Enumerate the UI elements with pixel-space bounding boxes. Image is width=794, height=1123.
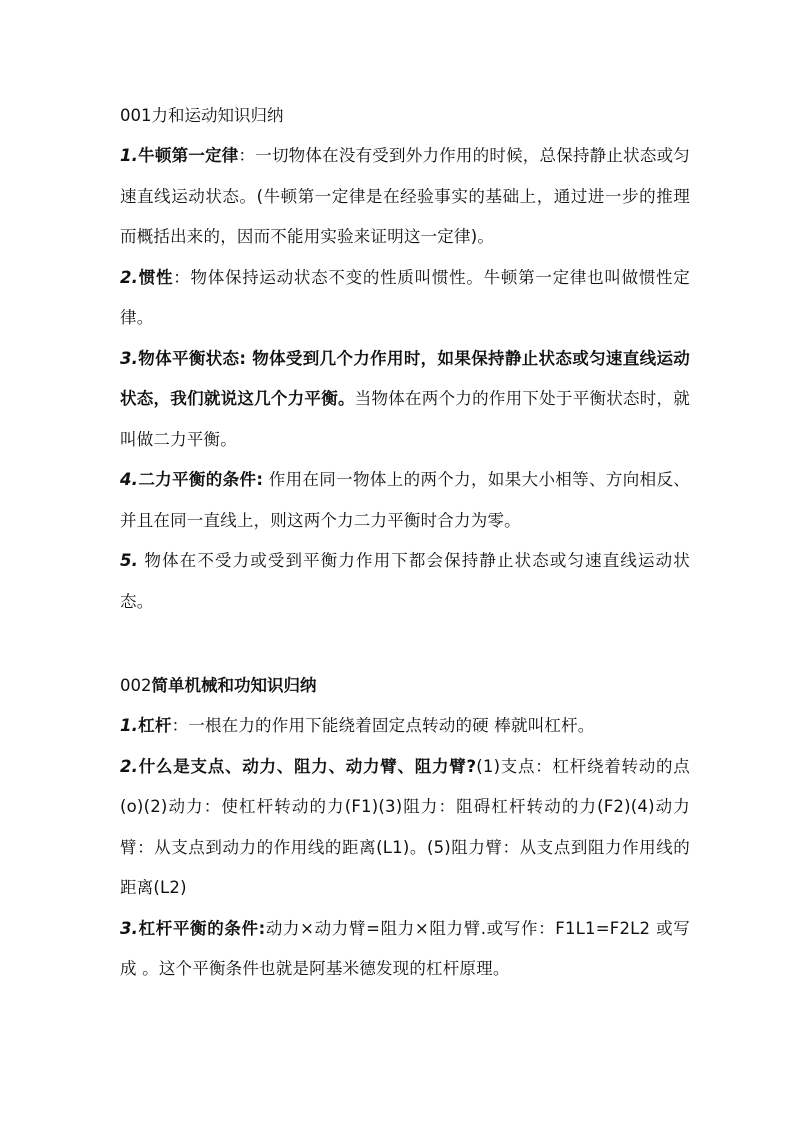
section-1-heading: 力和运动知识归纳	[151, 106, 284, 125]
s1-item-5	[120, 541, 690, 622]
s2-item-3-number: 3.	[120, 918, 139, 938]
document-page	[120, 96, 690, 990]
s1-item-1-term: 牛顿第一定律	[138, 146, 239, 165]
s1-item-2-body: ：物体保持运动状态不变的性质叫惯性。牛顿第一定律也叫做惯性定律。	[120, 267, 691, 327]
s2-item-1-body: ：一根在力的作用下能绕着固定点转动的硬 棒就叫杠杆。	[171, 716, 595, 735]
s2-item-1-number: 1.	[120, 716, 139, 735]
s2-item-1-term: 杠杆	[138, 716, 172, 735]
s1-item-2-term: 惯性	[138, 267, 174, 287]
s1-item-3-body: 当物体在两个力的作用下处于平衡状态时，就叫做二力平衡。	[120, 389, 690, 449]
s1-item-4-body: 作用在同一物体上的两个力，如果大小相等、方向相反、并且在同一直线上，则这两个力二力平衡时合力为零。	[120, 470, 690, 530]
s1-item-1-body: ：一切物体在没有受到外力作用的时候，总保持静止状态或匀速直线运动状态。(牛顿第一定律是在经验事实的基础上，通过进一步的推理而概括出来的，因而不能用实验来证明这一定律)。	[120, 146, 690, 246]
section-1-number: 001	[120, 106, 152, 125]
section-1-title	[120, 96, 690, 136]
s1-item-3-term: 物体平衡状态	[138, 348, 240, 368]
s1-item-2	[120, 258, 690, 339]
s2-item-1	[120, 706, 690, 747]
section-2-title	[120, 666, 690, 706]
s1-item-3-bold-body: : 物体受到几个力作用时，如果保持静止状态或匀速直线运动状态，我们就说这几个力平衡。	[120, 348, 690, 408]
section-2-number: 002	[120, 676, 152, 695]
section-2-heading: 简单机械和功知识归纳	[151, 676, 317, 695]
s2-item-3-body: 动力×动力臂=阻力×阻力臂.或写作：F1L1=F2L2 或写成 。这个平衡条件也就是阿基米德发现的杠杆原理。	[120, 918, 690, 978]
section-spacer	[120, 622, 690, 666]
s1-item-4	[120, 460, 690, 541]
s1-item-2-number: 2.	[120, 267, 139, 287]
s2-item-2	[120, 747, 690, 909]
s1-item-3-number: 3.	[120, 348, 139, 368]
s1-item-5-body: 物体在不受力或受到平衡力作用下都会保持静止状态或匀速直线运动状态。	[120, 551, 690, 611]
s2-item-3-term: 杠杆平衡的条件:	[138, 918, 266, 938]
s2-item-2-term: 什么是支点、动力、阻力、动力臂、阻力臂?	[138, 756, 477, 776]
s1-item-1	[120, 136, 690, 258]
s2-item-2-number: 2.	[120, 756, 139, 776]
s1-item-3	[120, 339, 690, 461]
s1-item-1-number: 1.	[120, 146, 139, 165]
s1-item-4-term: 二力平衡的条件:	[138, 470, 264, 489]
s2-item-2-body: (1)支点：杠杆绕着转动的点(o)(2)动力：使杠杆转动的力(F1)(3)阻力：阻碍杠杆转动的力(F2)(4)动力臂：从支点到动力的作用线的距离(L1)。(5)阻力臂：从支点到阻力作用线的距离(L2)	[120, 756, 690, 897]
s1-item-4-number: 4.	[120, 470, 139, 489]
s2-item-3	[120, 909, 690, 990]
s1-item-5-number: 5.	[120, 551, 139, 570]
